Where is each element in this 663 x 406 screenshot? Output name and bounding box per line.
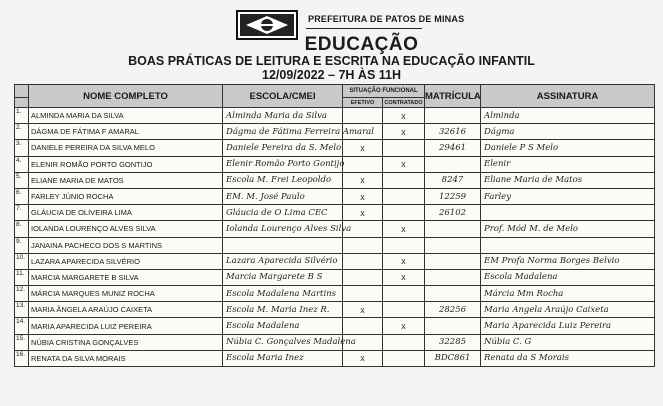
row-number: 15.: [15, 334, 29, 350]
event-date-line: 12/09/2022 – 7H ÀS 11H: [262, 68, 401, 82]
participant-name: MARIA APARECIDA LUIZ PEREIRA: [29, 318, 223, 334]
attendance-table: [14, 84, 655, 367]
header-contratado: CONTRATADO: [384, 99, 423, 106]
school-handwritten: Elenir Romão Porto Gontijo: [223, 156, 343, 172]
matricula-value: 32285: [425, 334, 481, 350]
matricula-value: [425, 253, 481, 269]
participant-name: RENATA DA SILVA MORAIS: [29, 350, 223, 366]
table-row: [15, 172, 655, 188]
signature: Maria Aparecida Luiz Pereira: [481, 318, 655, 334]
efetivo-mark: x: [343, 350, 383, 366]
contratado-mark: x: [383, 253, 425, 269]
school-handwritten: Iolanda Lourenço Alves Silva: [223, 221, 343, 237]
row-number: 7.: [15, 205, 29, 221]
signature: Márcia Mm Rocha: [481, 286, 655, 302]
table-row: [15, 286, 655, 302]
participant-name: ALMINDA MARIA DA SILVA: [29, 108, 223, 124]
contratado-mark: [383, 172, 425, 188]
school-handwritten: Escola Madalena Martins: [223, 286, 343, 302]
efetivo-mark: x: [343, 140, 383, 156]
matricula-value: 26102: [425, 205, 481, 221]
row-number: 10.: [15, 253, 29, 269]
school-handwritten: Dágma de Fátima Ferreira Amaral: [223, 124, 343, 140]
matricula-value: 12259: [425, 188, 481, 204]
matricula-value: 32616: [425, 124, 481, 140]
participant-name: MARCIA MARGARETE B SILVA: [29, 269, 223, 285]
header-escola: ESCOLA/CMEI: [223, 85, 343, 108]
efetivo-mark: x: [343, 188, 383, 204]
contratado-mark: x: [383, 221, 425, 237]
contratado-mark: x: [383, 108, 425, 124]
contratado-mark: [383, 350, 425, 366]
participant-name: JANAINA PACHECO DOS S MARTINS: [29, 237, 223, 253]
participant-name: IOLANDA LOURENÇO ALVES SILVA: [29, 221, 223, 237]
signature: Núbia C. G: [481, 334, 655, 350]
efetivo-mark: [343, 108, 383, 124]
row-number: 12.: [15, 286, 29, 302]
matricula-value: [425, 237, 481, 253]
row-number: 3.: [15, 140, 29, 156]
participant-name: ELIANE MARIA DE MATOS: [29, 172, 223, 188]
row-number: 14.: [15, 318, 29, 334]
table-row: [15, 269, 655, 285]
efetivo-mark: [343, 237, 383, 253]
header-matricula: MATRÍCULA: [425, 85, 481, 108]
contratado-mark: [383, 188, 425, 204]
signature: [481, 205, 655, 221]
table-row: [15, 221, 655, 237]
participant-name: NÚBIA CRISTINA GONÇALVES: [29, 334, 223, 350]
table-row: [15, 334, 655, 350]
table-row: [15, 205, 655, 221]
school-handwritten: Núbia C. Gonçalves Madalena: [223, 334, 343, 350]
school-handwritten: Daniele Pereira da S. Melo: [223, 140, 343, 156]
contratado-mark: x: [383, 156, 425, 172]
school-handwritten: Lazara Aparecida Silvério: [223, 253, 343, 269]
participant-name: DANIELE PEREIRA DA SILVA MELO: [29, 140, 223, 156]
row-number: 16.: [15, 350, 29, 366]
contratado-mark: x: [383, 318, 425, 334]
contratado-mark: [383, 205, 425, 221]
signature: Dágma: [481, 124, 655, 140]
school-handwritten: Escola Maria Inez: [223, 350, 343, 366]
event-title: [0, 54, 663, 82]
matricula-value: [425, 156, 481, 172]
contratado-mark: x: [383, 124, 425, 140]
school-handwritten: Escola M. Frei Leopoldo: [223, 172, 343, 188]
participant-name: GLÁUCIA DE OLIVEIRA LIMA: [29, 205, 223, 221]
contratado-mark: [383, 140, 425, 156]
matricula-value: 28256: [425, 302, 481, 318]
efetivo-mark: x: [343, 205, 383, 221]
header-situacao: SITUAÇÃO FUNCIONAL: [343, 85, 425, 98]
matricula-value: 8247: [425, 172, 481, 188]
participant-name: MÁRCIA MARQUES MUNIZ ROCHA: [29, 286, 223, 302]
contratado-mark: [383, 237, 425, 253]
row-number: 2.: [15, 124, 29, 140]
table-row: [15, 156, 655, 172]
participant-name: ELENIR ROMÃO PORTO GONTIJO: [29, 156, 223, 172]
signature: Elenir: [481, 156, 655, 172]
participant-name: LAZARA APARECIDA SILVÉRIO: [29, 253, 223, 269]
school-handwritten: Marcia Margarete B S: [223, 269, 343, 285]
prefeitura-label: PREFEITURA DE PATOS DE MINAS: [308, 14, 465, 24]
efetivo-mark: x: [343, 302, 383, 318]
school-handwritten: Escola Madalena: [223, 318, 343, 334]
signature: Prof. Mód M. de Melo: [481, 221, 655, 237]
efetivo-mark: [343, 269, 383, 285]
header-num: [15, 85, 29, 98]
header-nome: NOME COMPLETO: [29, 85, 223, 108]
row-number: 11.: [15, 269, 29, 285]
table-row: [15, 237, 655, 253]
matricula-value: [425, 269, 481, 285]
contratado-mark: [383, 286, 425, 302]
participant-name: MARIA ÂNGELA ARAÚJO CAIXETA: [29, 302, 223, 318]
row-number: 4.: [15, 156, 29, 172]
matricula-value: [425, 221, 481, 237]
row-number: 8.: [15, 221, 29, 237]
participant-name: DÁGMA DE FÁTIMA F AMARAL: [29, 124, 223, 140]
header-num-blank: [15, 98, 29, 108]
sheet-header: [0, 4, 663, 86]
matricula-value: [425, 318, 481, 334]
matricula-value: [425, 286, 481, 302]
table-row: [15, 302, 655, 318]
matricula-value: 29461: [425, 140, 481, 156]
contratado-mark: [383, 334, 425, 350]
school-handwritten: Escola M. Maria Inez R.: [223, 302, 343, 318]
row-number: 6.: [15, 188, 29, 204]
row-number: 1.: [15, 108, 29, 124]
signature: Maria Angela Araújo Caixeta: [481, 302, 655, 318]
contratado-mark: [383, 302, 425, 318]
efetivo-mark: [343, 286, 383, 302]
table-row: [15, 318, 655, 334]
table-row: [15, 108, 655, 124]
table-row: [15, 124, 655, 140]
matricula-value: [425, 108, 481, 124]
school-handwritten: EM. M. José Paulo: [223, 188, 343, 204]
row-number: 13.: [15, 302, 29, 318]
table-row: [15, 253, 655, 269]
school-handwritten: [223, 237, 343, 253]
table-row: [15, 350, 655, 366]
secretaria-title: EDUCAÇÃO: [304, 34, 419, 55]
signature: Renata da S Morais: [481, 350, 655, 366]
table-row: [15, 140, 655, 156]
school-handwritten: Gláucia de O Lima CEC: [223, 205, 343, 221]
participant-name: FARLEY JÚNIO ROCHA: [29, 188, 223, 204]
efetivo-mark: [343, 318, 383, 334]
signature: [481, 237, 655, 253]
efetivo-mark: [343, 253, 383, 269]
header-efetivo: EFETIVO: [343, 98, 383, 108]
event-title-line1: BOAS PRÁTICAS DE LEITURA E ESCRITA NA EDUCAÇÃO INFANTIL: [128, 54, 535, 68]
contratado-mark: x: [383, 269, 425, 285]
row-number: 5.: [15, 172, 29, 188]
signature: Alminda: [481, 108, 655, 124]
prefeitura-underline: [306, 28, 422, 29]
signature: Escola Madalena: [481, 269, 655, 285]
signature: Farley: [481, 188, 655, 204]
signature: Daniele P S Melo: [481, 140, 655, 156]
signature: Eliane Maria de Matos: [481, 172, 655, 188]
row-number: 9.: [15, 237, 29, 253]
table-row: [15, 188, 655, 204]
school-handwritten: Alminda Maria da Silva: [223, 108, 343, 124]
efetivo-mark: x: [343, 172, 383, 188]
efetivo-mark: [343, 156, 383, 172]
header-assinatura: ASSINATURA: [481, 85, 655, 108]
signature: EM Profa Norma Borges Belvio: [481, 253, 655, 269]
matricula-value: BDC861: [425, 350, 481, 366]
